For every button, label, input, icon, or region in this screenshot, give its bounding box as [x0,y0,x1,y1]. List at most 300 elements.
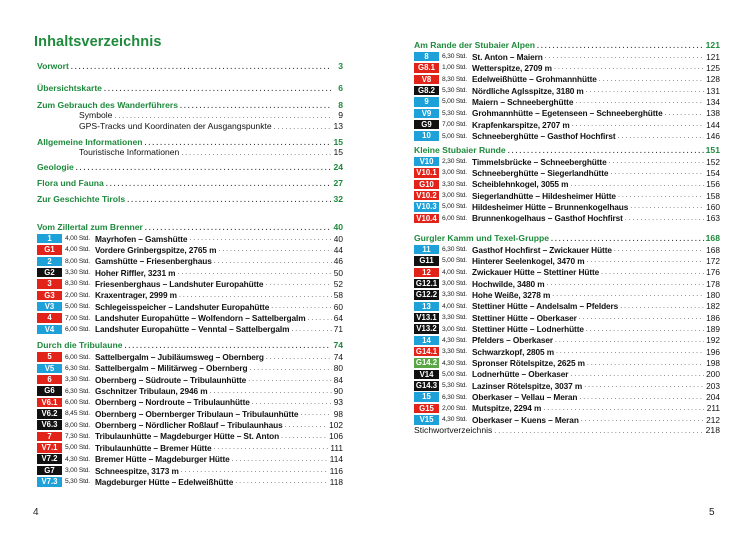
route-entry[interactable] [414,324,720,335]
route-badge: G15 [414,404,439,414]
route-duration: 8,30 Std. [442,75,467,83]
route-duration: 4,30 Std. [65,455,90,463]
route-entry[interactable] [37,397,343,408]
route-page: 90 [333,386,343,397]
route-duration: 4,00 Std. [442,302,467,310]
route-entry[interactable] [414,97,720,108]
toc-entry-4-label: GPS-Tracks und Koordinaten der Ausgangspunkte [79,121,272,131]
route-badge: 2 [37,257,62,267]
route-entry[interactable] [37,324,343,335]
route-duration: 3,30 Std. [442,314,467,322]
route-duration: 2,30 Std. [442,158,467,166]
route-page: 98 [333,408,343,419]
route-leader [248,376,332,383]
route-badge: 9 [414,97,439,107]
route-name: Sattelbergalm – Militärweg – Obernberg [95,363,248,374]
route-duration: 3,00 Std. [442,280,467,288]
toc-entry-0[interactable] [37,61,343,72]
route-duration: 3,30 Std. [442,348,467,356]
route-entry[interactable] [37,352,343,363]
route-entry[interactable] [414,256,720,267]
route-leader [614,246,704,253]
route-page: 212 [706,414,720,425]
route-page: 121 [706,51,720,62]
route-entry[interactable] [414,415,720,426]
route-entry[interactable] [414,267,720,278]
route-page: 46 [333,256,343,267]
route-entry[interactable] [414,358,720,369]
route-duration: 6,30 Std. [65,387,90,395]
route-leader [300,410,331,417]
route-leader [265,280,331,287]
section-heading-1-label: Durch die Tribulaune [37,340,123,351]
route-badge: G14.3 [415,381,438,390]
route-name: Edelweißhütte – Grohmannhütte [472,74,597,85]
route-entry[interactable] [37,420,343,431]
toc-entry-6[interactable] [79,147,343,158]
route-leader [575,98,704,105]
route-badge: V5 [37,364,62,374]
route-page: 60 [333,301,343,312]
route-page: 156 [706,179,720,190]
route-page: 74 [333,352,343,362]
page-number-left: 4 [33,507,39,518]
route-entry[interactable] [37,454,343,465]
route-leader [556,348,704,355]
route-badge: G9 [414,120,439,130]
route-entry[interactable] [414,381,720,392]
route-page: 52 [333,278,343,289]
route-name: Tribulaunhütte – Bremer Hütte [95,442,212,453]
route-page: 131 [706,85,720,96]
route-badge: V6.3 [37,420,62,430]
route-duration: 5,00 Std. [442,203,467,211]
route-page: 50 [333,267,343,278]
route-page: 172 [706,255,720,266]
route-leader [572,121,704,128]
route-entry[interactable] [414,213,720,224]
route-leader [252,399,332,406]
route-leader [570,181,704,188]
toc-entry-1[interactable] [37,83,343,94]
toc-entry-6-page: 15 [333,147,343,157]
toc-entry-5-label: Allgemeine Informationen [37,137,143,147]
route-duration: 5,00 Std. [65,303,90,311]
route-entry[interactable] [37,256,343,267]
route-leader [545,53,704,60]
route-duration: 6,30 Std. [442,246,467,254]
route-duration: 8,00 Std. [65,421,90,429]
route-badge: G1 [37,245,62,255]
route-leader [214,444,329,451]
route-leader [179,292,332,299]
route-entry[interactable] [414,51,720,62]
route-entry[interactable] [414,278,720,289]
section-heading-0[interactable] [37,222,343,233]
route-entry[interactable] [414,85,720,96]
route-entry[interactable] [414,346,720,357]
route-duration: 5,00 Std. [442,98,467,106]
route-badge: V7.2 [37,454,62,464]
route-leader [547,280,705,287]
route-entry[interactable] [37,443,343,454]
route-entry[interactable] [414,369,720,380]
route-page: 44 [333,244,343,255]
toc-entry-9-label: Zur Geschichte Tirols [37,194,126,204]
route-page: 138 [706,108,720,119]
route-name: Maiern – Schneeberghütte [472,96,574,107]
toc-entry-7-leader [76,163,331,174]
route-page: 176 [706,267,720,278]
route-duration: 8,45 Std. [65,410,90,418]
route-duration: 2,00 Std. [442,404,467,412]
route-leader [214,258,332,265]
route-name: Schneeberghütte – Gasthof Hochfirst [472,131,616,141]
route-entry[interactable] [37,313,343,324]
route-badge: 11 [414,245,439,255]
route-leader [625,215,704,222]
route-leader [552,291,704,298]
route-leader [232,456,328,463]
route-entry[interactable] [37,267,343,278]
route-page: 160 [706,201,720,212]
route-entry[interactable] [37,431,343,442]
route-entry[interactable] [37,290,343,301]
route-entry[interactable] [37,245,343,256]
route-leader [177,269,331,276]
route-badge: G3 [37,291,62,301]
toc-entry-6-leader [181,148,331,159]
route-name: Magdeburger Hütte – Edelweißhütte [95,476,234,487]
route-entry[interactable] [414,63,720,74]
route-name: Landshuter Europahütte – Wolfendorn – Sattelbergalm [95,313,306,323]
route-page: 93 [333,397,343,408]
toc-entry-8-page: 27 [333,178,343,188]
route-name: Kraxentrager, 2999 m [95,290,177,301]
route-page: 80 [333,363,343,374]
route-name: Lodnerhütte – Oberkaser [472,369,569,380]
route-leader [618,133,705,140]
route-duration: 8,00 Std. [65,257,90,265]
route-leader [579,394,704,401]
route-duration: 3,00 Std. [442,169,467,177]
route-page: 154 [706,167,720,178]
section-heading-0-page: 40 [333,222,343,232]
route-name: Pfelders – Oberkaser [472,335,554,346]
route-duration: 6,00 Std. [65,325,90,333]
route-leader [584,382,704,389]
toc-entry-3[interactable] [79,110,343,121]
route-badge: G8.2 [414,86,439,96]
route-page: 114 [329,454,343,465]
route-entry[interactable] [37,363,343,374]
route-entry[interactable] [414,131,720,142]
toc-entry-9[interactable] [37,194,343,205]
route-name: Mayrhofen – Gamshütte [95,233,188,244]
route-badge: G2 [37,268,62,278]
route-page: 64 [333,313,343,323]
toc-entry-8-label: Flora und Fauna [37,178,104,188]
toc-entry-6-label: Touristische Informationen [79,147,180,157]
route-name: Hinterer Seelenkogel, 3470 m [472,255,585,266]
route-badge: 8 [414,52,439,62]
route-page: 106 [329,431,343,442]
route-badge: V14 [414,370,439,380]
route-badge: G14.1 [415,346,438,356]
route-entry[interactable] [414,244,720,255]
route-name: Schneeberghütte – Siegerlandhütte [472,167,609,178]
index-entry[interactable] [414,425,720,436]
route-duration: 6,30 Std. [442,393,467,401]
route-badge: 7 [37,432,62,442]
route-duration: 7,00 Std. [65,314,90,322]
route-leader [587,360,704,367]
toc-entry-7-label: Geologie [37,162,74,172]
route-name: Schwarzkopf, 2805 m [472,346,555,357]
route-entry[interactable] [414,74,720,85]
route-entry[interactable] [414,312,720,323]
toc-entry-5-page: 15 [333,137,343,147]
route-duration: 2,00 Std. [65,291,90,299]
route-page: 168 [706,244,720,255]
route-duration: 4,00 Std. [65,246,90,254]
route-name: Nördliche Aglsspitze, 3180 m [472,85,584,96]
route-entry[interactable] [37,301,343,312]
route-duration: 5,00 Std. [442,132,467,140]
route-name: Oberkaser – Kuens – Meran [472,414,579,425]
toc-entry-4-page: 13 [333,121,343,131]
route-leader [543,405,704,412]
route-name: Timmelsbrücke – Schneeberghütte [472,156,607,167]
route-page: 116 [329,465,343,476]
toc-entry-1-page: 6 [338,83,343,93]
toc-entry-4-leader [274,122,331,133]
route-entry[interactable] [414,156,720,167]
route-name: Obernberg – Obernberger Tribulaun – Tribulaunhütte [95,408,299,419]
route-leader [250,365,332,372]
route-leader [587,257,705,264]
route-leader [609,158,705,165]
route-name: Landshuter Europahütte – Venntal – Sattelbergalm [95,324,290,335]
route-badge: V15 [414,415,439,425]
route-name: Hoher Riffler, 3231 m [95,267,176,278]
route-badge: V10.2 [414,191,439,201]
route-duration: 3,30 Std. [442,291,467,299]
route-name: St. Anton – Maiern [472,51,543,62]
index-entry-page: 218 [705,425,720,435]
route-leader [271,303,332,310]
route-duration: 7,00 Std. [442,121,467,129]
toc-entry-3-label: Symbole [79,110,113,120]
route-name: Obernberg – Nordroute – Tribulaunhütte [95,397,250,408]
section-heading-right-0-page: 121 [705,40,720,50]
route-duration: 4,30 Std. [442,359,467,367]
route-name: Hohe Weiße, 3278 m [472,289,551,300]
route-page: 144 [706,119,720,130]
route-entry[interactable] [37,374,343,385]
route-page: 71 [333,324,343,335]
index-entry-label: Stichwortverzeichnis [414,425,493,435]
route-duration: 4,00 Std. [442,268,467,276]
route-leader [586,326,704,333]
section-heading-1[interactable] [37,340,343,351]
route-badge: G7 [37,466,62,476]
route-page: 118 [329,476,343,487]
route-name: Bremer Hütte – Magdeburger Hütte [95,454,230,465]
route-duration: 3,30 Std. [442,180,467,188]
route-page: 186 [706,312,720,323]
route-name: Stettiner Hütte – Andelsalm – Pfelders [472,301,619,312]
route-entry[interactable] [414,403,720,414]
route-leader [285,422,328,429]
route-name: Zwickauer Hütte – Stettiner Hütte [472,267,600,278]
route-badge: V6.2 [37,409,62,419]
route-entry[interactable] [414,392,720,403]
section-heading-right-1-page: 151 [705,145,720,155]
route-badge: V9 [414,109,439,119]
route-name: Schneespitze, 3173 m [95,465,179,476]
route-badge: 14 [414,336,439,346]
toc-entry-8[interactable] [37,178,343,189]
toc-entry-9-page: 32 [333,194,343,204]
route-page: 211 [706,403,720,414]
route-badge: 12 [414,268,439,278]
route-page: 102 [329,420,343,431]
toc-entry-9-leader [127,195,331,206]
route-duration: 4,00 Std. [65,235,90,243]
route-name: Vordere Grinbergspitze, 2765 m [95,244,217,255]
route-entry[interactable] [37,386,343,397]
section-heading-right-1-label: Kleine Stubaier Runde [414,145,506,155]
route-leader [581,416,704,423]
route-leader [554,64,704,71]
route-leader [601,269,704,276]
route-badge: V7.1 [37,443,62,453]
route-badge: V8 [414,75,439,85]
route-page: 204 [706,392,720,403]
route-entry[interactable] [37,279,343,290]
route-badge: G12.2 [415,290,438,300]
route-badge: G14.2 [415,358,438,368]
route-leader [599,76,704,83]
route-page: 40 [333,233,343,244]
route-duration: 5,30 Std. [442,382,467,390]
route-entry[interactable] [414,119,720,130]
section-heading-right-2[interactable] [414,233,720,244]
route-leader [665,110,705,117]
route-entry[interactable] [414,202,720,213]
route-duration: 3,00 Std. [442,192,467,200]
page-number-right: 5 [709,507,715,518]
toc-entry-4[interactable] [79,121,343,132]
route-page: 163 [706,213,720,224]
route-name: Krapfenkarspitze, 2707 m [472,119,570,130]
route-entry[interactable] [414,108,720,119]
toc-entry-1-leader [104,84,331,95]
route-duration: 5,30 Std. [442,87,467,95]
route-name: Lazinser Rötelspitze, 3037 m [472,380,583,391]
section-heading-right-1[interactable] [414,145,720,156]
route-name: Oberkaser – Vellau – Meran [472,392,578,403]
route-duration: 8,30 Std. [65,280,90,288]
route-entry[interactable] [37,233,343,244]
route-badge: 4 [37,313,62,323]
route-leader [189,235,331,242]
section-heading-right-2-label: Gurgler Kamm und Texel-Gruppe [414,233,549,243]
route-badge: V7.3 [37,477,62,487]
route-entry[interactable] [37,409,343,420]
toc-entry-7[interactable] [37,162,343,173]
route-leader [266,354,332,361]
route-page: 192 [706,335,720,346]
route-page: 152 [706,156,720,167]
route-page: 128 [706,74,720,85]
route-name: Friesenberghaus – Landshuter Europahütte [95,278,264,289]
route-entry[interactable] [414,190,720,201]
route-name: Spronser Rötelspitze, 2625 m [472,358,585,369]
route-name: Gamshütte – Friesenberghaus [95,256,212,267]
route-duration: 3,30 Std. [65,376,90,384]
route-page: 200 [706,369,720,380]
route-name: Stettiner Hütte – Lodnerhütte [472,324,584,334]
route-duration: 5,00 Std. [65,444,90,452]
route-name: Sattelbergalm – Jubiläumsweg – Obernberg [95,352,264,362]
route-entry[interactable] [414,290,720,301]
right-page [375,0,750,535]
route-entry[interactable] [37,465,343,476]
route-badge: 1 [37,234,62,244]
route-duration: 7,30 Std. [65,432,90,440]
route-duration: 5,00 Std. [442,257,467,265]
route-name: Brunnenkogelhaus – Gasthof Hochfirst [472,213,623,224]
route-duration: 5,30 Std. [65,478,90,486]
route-duration: 6,30 Std. [65,364,90,372]
route-leader [570,371,704,378]
route-duration: 1,00 Std. [442,64,467,72]
route-duration: 6,00 Std. [65,353,90,361]
route-duration: 6,30 Std. [442,53,467,61]
route-duration: 4,30 Std. [442,336,467,344]
toc-entry-2-label: Zum Gebrauch des Wanderführers [37,100,179,110]
route-duration: 4,30 Std. [442,416,467,424]
toc-entry-3-page: 9 [338,110,343,120]
route-name: Obernberg – Nördlicher Roßlauf – Tribulaunhaus [95,420,283,431]
route-leader [610,169,704,176]
route-badge: G12.1 [415,278,438,288]
route-name: Schlegeisspeicher – Landshuter Europahütte [95,301,270,312]
route-entry[interactable] [414,335,720,346]
route-page: 84 [333,374,343,385]
route-entry[interactable] [414,179,720,190]
route-entry[interactable] [414,168,720,179]
route-leader [181,467,328,474]
toc-entry-1-label: Übersichtskarte [37,83,102,93]
route-entry[interactable] [37,477,343,488]
section-heading-right-0[interactable] [414,40,720,51]
route-duration: 6,00 Std. [65,398,90,406]
route-duration: 5,00 Std. [442,370,467,378]
route-name: Wetterspitze, 2709 m [472,62,552,73]
route-badge: V6.1 [37,398,62,408]
route-page: 196 [706,346,720,357]
route-leader [291,326,331,333]
route-badge: G8.1 [414,63,439,73]
section-heading-right-2-page: 168 [705,233,720,243]
route-leader [579,314,704,321]
route-badge: V10.4 [414,214,439,224]
route-entry[interactable] [414,301,720,312]
route-leader [235,478,328,485]
